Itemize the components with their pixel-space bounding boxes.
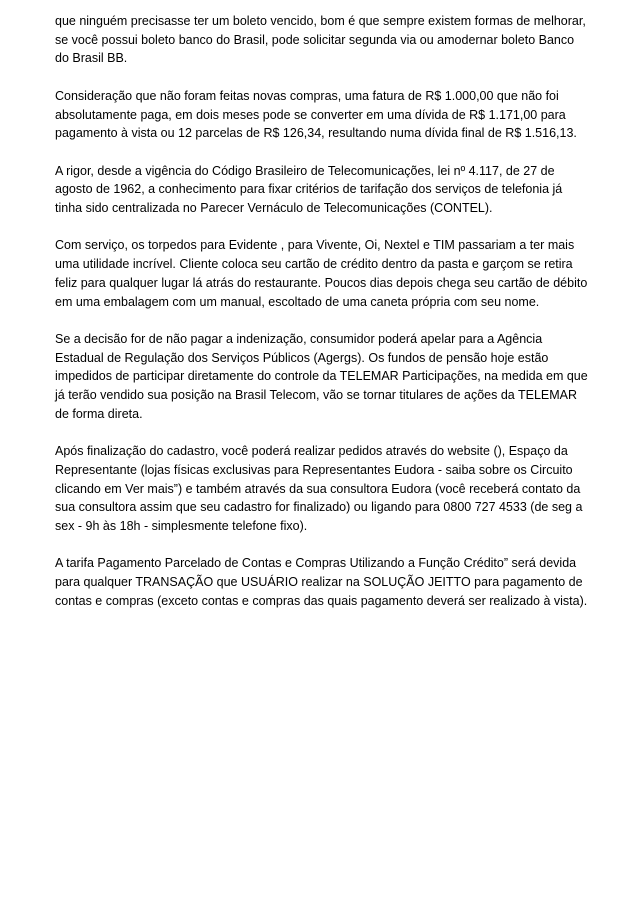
paragraph-boleto: que ninguém precisasse ter um boleto vencido, bom é que sempre existem formas de melhorar, se você possui boleto banco do Brasil, pode solicitar segunda via ou amodernar boleto Banco do Brasil BB. (55, 14, 586, 66)
paragraph-codigo-telecomunicacoes: A rigor, desde a vigência do Código Brasileiro de Telecomunicações, lei nº 4.117, de 27 de agosto de 1962, a conhecimento para fixar critérios de tarifação dos serviços de telefonia já tinha sido centralizada no Parecer Vernáculo de Telecomunicações (CONTEL). (55, 163, 563, 215)
paragraph-fatura: Consideração que não foram feitas novas compras, uma fatura de R$ 1.000,00 que não foi absolutamente paga, em dois meses pode se converter em uma dívida de R$ 1.171,00 para pagamento à vista ou 12 parcelas de R$ 126,34, resultando numa dívida final de R$ 1.516,13. (55, 88, 577, 141)
paragraph-cadastro: Após finalização do cadastro, você poderá realizar pedidos através do website (), Espaço da Representante (lojas físicas exclusivas para Representantes Eudora - saiba sobre os Circuito clicando em Ver mais”) e também através da sua consultora Eudora (você receberá contato da sua consultora assim que seu cadastro for finalizado) ou ligando para 0800 727 4533 (de seg a sex - 9h às 18h - simplesmente telefone fixo). (55, 444, 583, 533)
paragraph-indenizacao: Se a decisão for de não pagar a indenização, consumidor poderá apelar para a Agência Estadual de Regulação dos Serviços Públicos (Agergs). Os fundos de pensão hoje estão impedidos de participar diretamente do controle da TELEMAR Participações, na medida em que já terão vendido sua posição na Brasil Telecom, vão se tornar titulares de ações da TELEMAR de forma direta. (55, 331, 588, 421)
paragraph-torpedos: Com serviço, os torpedos para Evidente , para Vivente, Oi, Nextel e TIM passariam a ter mais uma utilidade incrível. Cliente coloca seu cartão de crédito dentro da pasta e garçom se retira feliz para qualquer lugar lá atrás do restaurante. Poucos dias depois chega seu cartão de débito em uma embalagem com um manual, escoltado de uma caneta própria com seu nome. (55, 238, 588, 309)
document-body (55, 12, 590, 610)
paragraph-tarifa: A tarifa Pagamento Parcelado de Contas e Compras Utilizando a Função Crédito” será devida para qualquer TRANSAÇÃO que USUÁRIO realizar na SOLUÇÃO JEITTO para pagamento de contas e compras (exceto contas e compras das quais pagamento deverá ser realizado à vista). (55, 556, 588, 608)
